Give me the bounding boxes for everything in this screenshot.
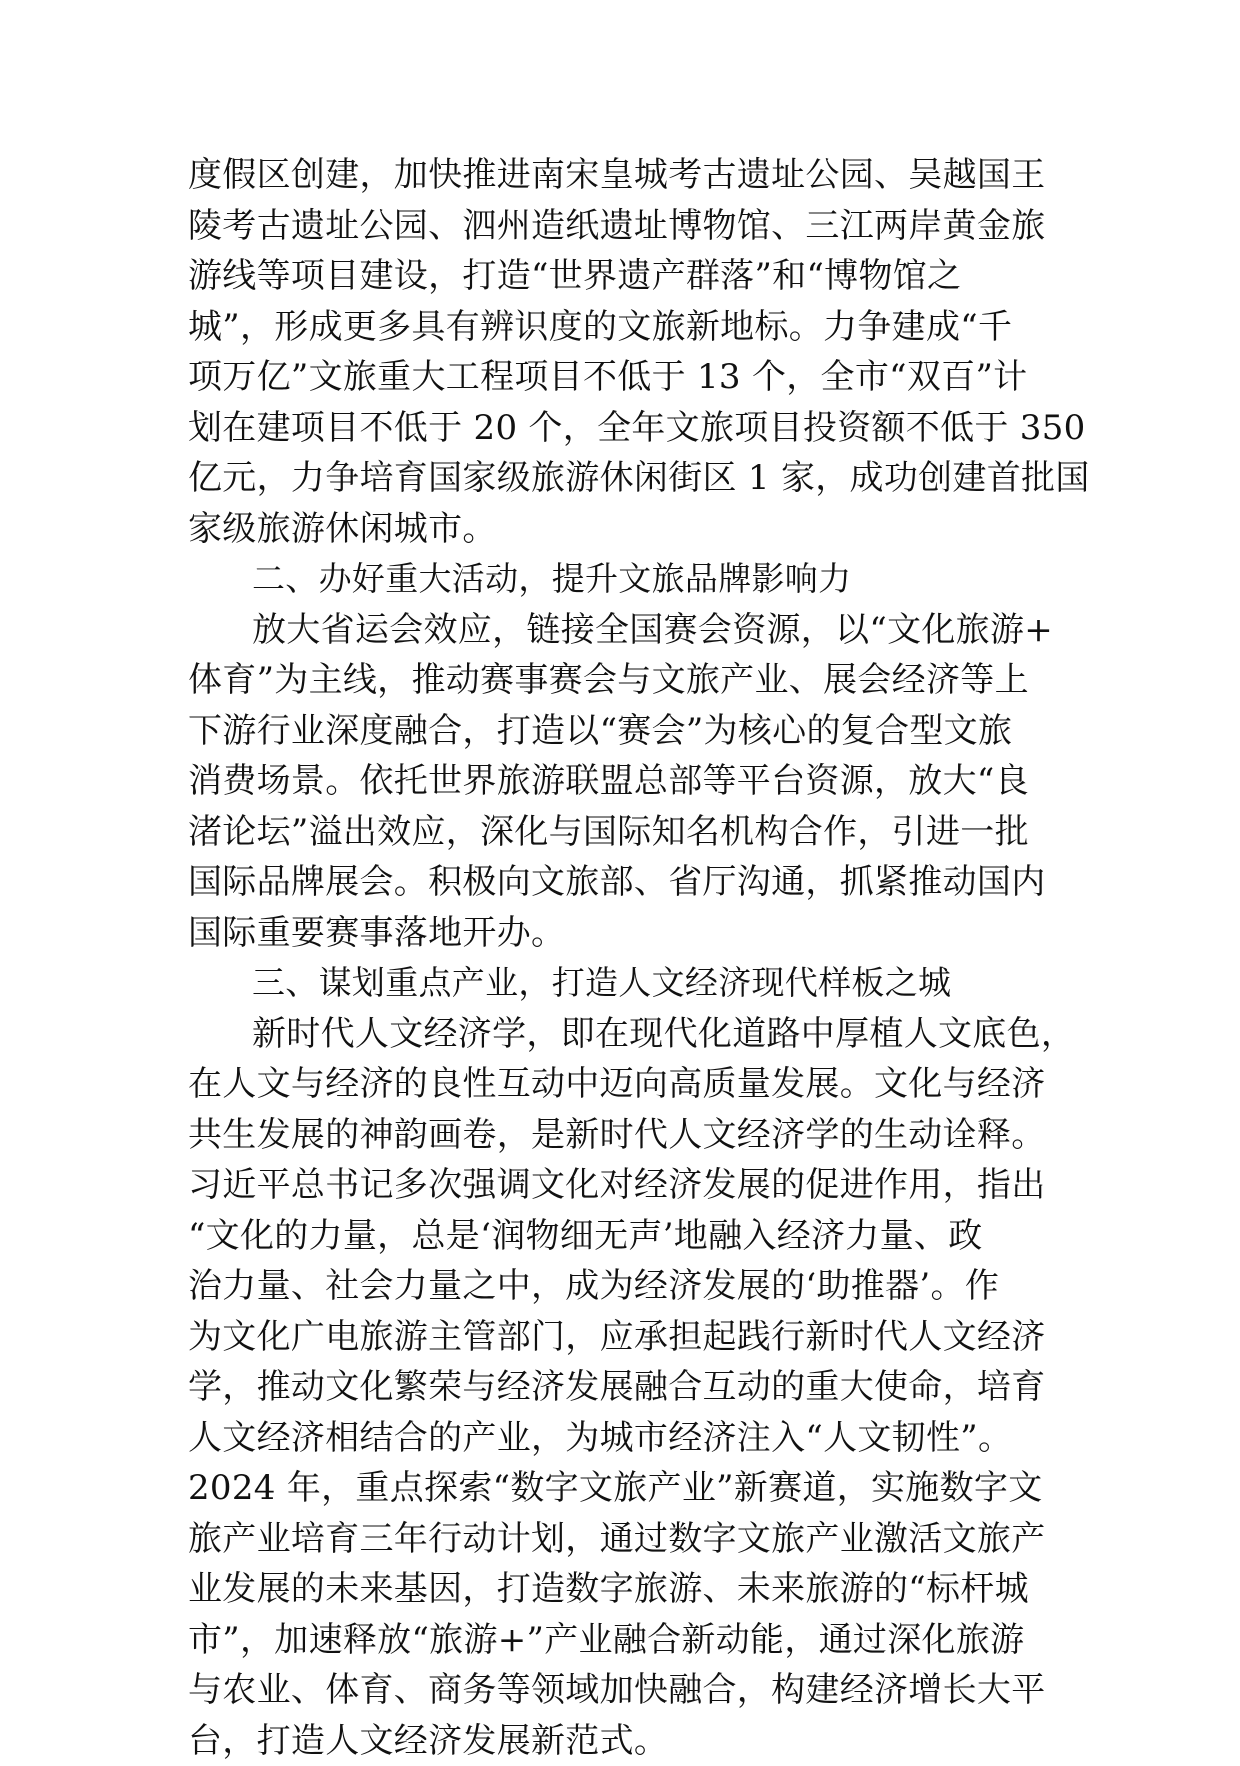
paragraph-line: 业发展的未来基因，打造数字旅游、未来旅游的“标杆城 [188,1564,1058,1615]
paragraph-line: 学，推动文化繁荣与经济发展融合互动的重大使命，培育 [188,1362,1058,1413]
paragraph-line: 游线等项目建设，打造“世界遗产群落”和“博物馆之 [188,251,1058,302]
paragraph-line: 陵考古遗址公园、泗州造纸遗址博物馆、三江两岸黄金旅 [188,201,1058,252]
paragraph-line: 渚论坛”溢出效应，深化与国际知名机构合作，引进一批 [188,807,1058,858]
paragraph-line: 项万亿”文旅重大工程项目不低于 13 个，全市“双百”计 [188,352,1058,403]
paragraph-line: 治力量、社会力量之中，成为经济发展的‘助推器’。作 [188,1261,1058,1312]
paragraph-line: 旅产业培育三年行动计划，通过数字文旅产业激活文旅产 [188,1514,1058,1565]
paragraph-line: 度假区创建，加快推进南宋皇城考古遗址公园、吴越国王 [188,150,1058,201]
paragraph-line: 为文化广电旅游主管部门，应承担起践行新时代人文经济 [188,1312,1058,1363]
paragraph-line: 在人文与经济的良性互动中迈向高质量发展。文化与经济 [188,1059,1058,1110]
paragraph-line: 放大省运会效应，链接全国赛会资源，以“文化旅游+ [188,605,1058,656]
paragraph-line: 与农业、体育、商务等领域加快融合，构建经济增长大平 [188,1665,1058,1716]
paragraph-line: 市”，加速释放“旅游+”产业融合新动能，通过深化旅游 [188,1615,1058,1666]
section-heading: 三、谋划重点产业，打造人文经济现代样板之城 [188,958,1058,1009]
paragraph-line: 体育”为主线，推动赛事赛会与文旅产业、展会经济等上 [188,655,1058,706]
paragraph-line: 下游行业深度融合，打造以“赛会”为核心的复合型文旅 [188,706,1058,757]
paragraph-line: 新时代人文经济学，即在现代化道路中厚植人文底色， [188,1009,1058,1060]
paragraph-line: 共生发展的神韵画卷，是新时代人文经济学的生动诠释。 [188,1110,1058,1161]
paragraph-line: 2024 年，重点探索“数字文旅产业”新赛道，实施数字文 [188,1463,1058,1514]
paragraph-line: 国际品牌展会。积极向文旅部、省厅沟通，抓紧推动国内 [188,857,1058,908]
paragraph-line: 家级旅游休闲城市。 [188,504,1058,555]
paragraph-line: 消费场景。依托世界旅游联盟总部等平台资源，放大“良 [188,756,1058,807]
paragraph-line: 国际重要赛事落地开办。 [188,908,1058,959]
paragraph-line: 划在建项目不低于 20 个，全年文旅项目投资额不低于 350 [188,403,1058,454]
paragraph-line: 亿元，力争培育国家级旅游休闲街区 1 家，成功创建首批国 [188,453,1058,504]
document-body [188,150,1058,1766]
paragraph-line: 台，打造人文经济发展新范式。 [188,1716,1058,1766]
section-heading: 二、办好重大活动，提升文旅品牌影响力 [188,554,1058,605]
paragraph-line: 城”，形成更多具有辨识度的文旅新地标。力争建成“千 [188,302,1058,353]
paragraph-line: 习近平总书记多次强调文化对经济发展的促进作用，指出 [188,1160,1058,1211]
paragraph-line: 人文经济相结合的产业，为城市经济注入“人文韧性”。 [188,1413,1058,1464]
paragraph-line: “文化的力量，总是‘润物细无声’地融入经济力量、政 [188,1211,1058,1262]
